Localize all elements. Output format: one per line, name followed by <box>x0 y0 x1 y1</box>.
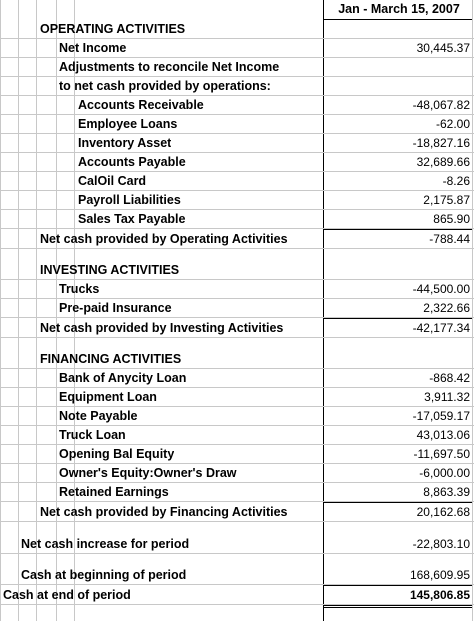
item-value: -6,000.00 <box>419 466 470 480</box>
table-row <box>0 191 474 210</box>
table-row <box>0 210 474 229</box>
total-row <box>0 319 474 338</box>
net-income-value: 30,445.37 <box>416 41 470 55</box>
investing-total-value: -42,177.34 <box>412 321 470 335</box>
table-row <box>0 153 474 172</box>
table-row <box>0 407 474 426</box>
total-row <box>0 503 474 522</box>
item-label: Retained Earnings <box>59 485 169 499</box>
table-row <box>0 299 474 318</box>
table-row <box>0 39 474 58</box>
summary-row <box>0 566 474 585</box>
double-underline <box>324 605 472 606</box>
item-label: Equipment Loan <box>59 390 157 404</box>
item-label: Note Payable <box>59 409 138 423</box>
section-title-row <box>0 350 474 369</box>
financing-title: FINANCING ACTIVITIES <box>40 352 182 366</box>
table-row <box>0 115 474 134</box>
table-row <box>0 96 474 115</box>
beginning-cash-label: Cash at beginning of period <box>21 568 187 582</box>
item-value: -44,500.00 <box>412 282 470 296</box>
beginning-cash-value: 168,609.95 <box>409 568 470 582</box>
item-value: -8.26 <box>442 174 470 188</box>
table-row <box>0 280 474 299</box>
table-row <box>0 388 474 407</box>
item-label: Inventory Asset <box>78 136 172 150</box>
item-label: Owner's Equity:Owner's Draw <box>59 466 237 480</box>
investing-total-label: Net cash provided by Investing Activities <box>40 321 284 335</box>
item-value: 2,175.87 <box>423 193 470 207</box>
item-label: Pre-paid Insurance <box>59 301 172 315</box>
section-title-row <box>0 261 474 280</box>
table-row <box>0 77 474 96</box>
total-row <box>0 586 474 605</box>
header-row <box>0 0 474 19</box>
operating-total-label: Net cash provided by Operating Activities <box>40 232 288 246</box>
adjustments-label-line2: to net cash provided by operations: <box>59 79 271 93</box>
end-cash-label: Cash at end of period <box>3 588 131 602</box>
total-row <box>0 230 474 249</box>
item-label: Truck Loan <box>59 428 126 442</box>
item-value: -62.00 <box>435 117 470 131</box>
item-label: Accounts Receivable <box>78 98 204 112</box>
item-value: 43,013.06 <box>416 428 470 442</box>
net-increase-value: -22,803.10 <box>412 537 470 551</box>
item-label: Bank of Anycity Loan <box>59 371 187 385</box>
item-label: Accounts Payable <box>78 155 186 169</box>
operating-total-value: -788.44 <box>429 232 470 246</box>
net-increase-label: Net cash increase for period <box>21 537 190 551</box>
item-value: -11,697.50 <box>413 447 470 461</box>
item-value: -868.42 <box>429 371 470 385</box>
table-row <box>0 445 474 464</box>
item-value: -17,059.17 <box>412 409 470 423</box>
item-value: -48,067.82 <box>412 98 470 112</box>
item-value: 865.90 <box>433 212 470 226</box>
item-label: CalOil Card <box>78 174 147 188</box>
table-row <box>0 483 474 502</box>
operating-title: OPERATING ACTIVITIES <box>40 22 186 36</box>
item-value: 3,911.32 <box>424 390 470 404</box>
financing-total-value: 20,162.68 <box>416 505 470 519</box>
table-row <box>0 464 474 483</box>
end-cash-value: 145,806.85 <box>409 588 470 602</box>
adjustments-label-line1: Adjustments to reconcile Net Income <box>59 60 280 74</box>
item-value: 8,863.39 <box>423 485 470 499</box>
table-row <box>0 426 474 445</box>
item-label: Employee Loans <box>78 117 178 131</box>
table-row <box>0 369 474 388</box>
item-label: Sales Tax Payable <box>78 212 186 226</box>
financing-total-label: Net cash provided by Financing Activities <box>40 505 288 519</box>
table-row <box>0 134 474 153</box>
summary-row <box>0 535 474 554</box>
investing-title: INVESTING ACTIVITIES <box>40 263 180 277</box>
item-value: -18,827.16 <box>412 136 470 150</box>
item-label: Payroll Liabilities <box>78 193 181 207</box>
table-row <box>0 172 474 191</box>
net-income-label: Net Income <box>59 41 127 55</box>
item-label: Trucks <box>59 282 100 296</box>
table-row <box>0 58 474 77</box>
column-header: Jan - March 15, 2007 <box>338 2 460 16</box>
item-value: 2,322.66 <box>423 301 470 315</box>
double-underline <box>324 607 472 608</box>
item-value: 32,689.66 <box>416 155 470 169</box>
section-title-row <box>0 20 474 39</box>
item-label: Opening Bal Equity <box>59 447 175 461</box>
